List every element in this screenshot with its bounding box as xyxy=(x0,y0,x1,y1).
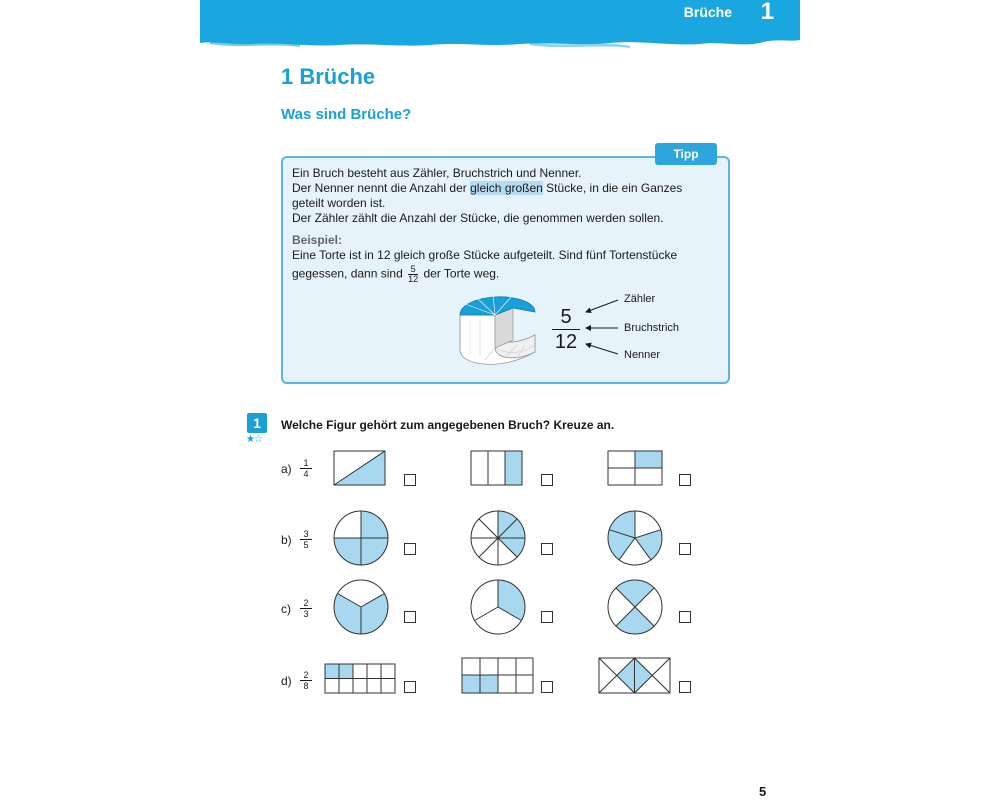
row-a-fraction xyxy=(300,458,312,479)
checkbox-b3[interactable] xyxy=(679,543,691,555)
row-d-num: 2 xyxy=(303,670,309,680)
tip-line-2-post: Stücke, in die ein Ganzes xyxy=(542,181,683,195)
checkbox-c2[interactable] xyxy=(541,611,553,623)
row-c-num: 2 xyxy=(303,598,309,608)
example-line-2-pre: gegessen, dann sind xyxy=(292,266,407,281)
inline-fraction-num: 5 xyxy=(410,264,416,274)
checkbox-d3[interactable] xyxy=(679,681,691,693)
label-nenner: Nenner xyxy=(624,349,661,361)
row-c-den: 3 xyxy=(303,609,309,619)
checkbox-d2[interactable] xyxy=(541,681,553,693)
exercise-prompt: Welche Figur gehört zum angegebenen Bruch? Kreuze an. xyxy=(281,418,615,432)
row-d-fraction xyxy=(300,670,312,691)
row-b-num: 3 xyxy=(303,529,309,539)
example-line-1: Eine Torte ist in 12 gleich große Stücke aufgeteilt. Sind fünf Tortenstücke xyxy=(292,248,678,262)
figure-a2 xyxy=(470,450,524,486)
difficulty-stars: ★☆ xyxy=(246,434,262,445)
checkbox-d1[interactable] xyxy=(404,681,416,693)
checkbox-a1[interactable] xyxy=(404,474,416,486)
page-number: 5 xyxy=(759,784,767,799)
figure-b1 xyxy=(333,510,389,566)
figure-b2 xyxy=(470,510,526,566)
tip-line-1: Ein Bruch besteht aus Zähler, Bruchstrich und Nenner. xyxy=(292,166,582,180)
chapter-title: 1 Brüche xyxy=(281,64,376,89)
row-b-den: 5 xyxy=(303,540,309,550)
header-banner xyxy=(200,0,800,52)
row-c-fraction xyxy=(300,598,312,619)
diagram-fraction xyxy=(552,306,580,353)
tip-line-2-pre: Der Nenner nennt die Anzahl der xyxy=(292,181,471,195)
tip-line-2 xyxy=(292,181,682,196)
tip-line-3: geteilt worden ist. xyxy=(292,196,386,210)
inline-fraction xyxy=(408,265,418,284)
section-title: Was sind Brüche? xyxy=(281,106,412,123)
exercise-number-badge: 1 xyxy=(247,413,267,433)
checkbox-c3[interactable] xyxy=(679,611,691,623)
example-line-2-post: der Torte weg. xyxy=(420,266,500,281)
row-a-num: 1 xyxy=(303,458,309,468)
diagram-numerator: 5 xyxy=(560,306,572,328)
checkbox-a3[interactable] xyxy=(679,474,691,486)
header-chapter-number: 1 xyxy=(760,0,774,25)
highlighted-text: gleich großen xyxy=(470,181,543,195)
checkbox-b2[interactable] xyxy=(541,543,553,555)
label-zaehler: Zähler xyxy=(624,293,656,305)
figure-b3 xyxy=(607,510,663,566)
row-d-label: d) xyxy=(281,674,292,688)
row-c-label: c) xyxy=(281,602,291,616)
row-a-label: a) xyxy=(281,462,292,476)
row-b-fraction xyxy=(300,529,312,550)
checkbox-a2[interactable] xyxy=(541,474,553,486)
figure-c1 xyxy=(333,579,389,635)
figure-a1 xyxy=(333,450,387,486)
diagram-denominator: 12 xyxy=(554,331,578,353)
tip-line-4: Der Zähler zählt die Anzahl der Stücke, die genommen werden sollen. xyxy=(292,211,664,225)
diagram-arrows xyxy=(580,292,630,362)
cake-illustration xyxy=(455,290,545,375)
checkbox-c1[interactable] xyxy=(404,611,416,623)
figure-a3 xyxy=(607,450,663,486)
figure-d1 xyxy=(324,663,398,695)
label-bruchstrich: Bruchstrich xyxy=(624,322,680,334)
diagram-fraction-bar xyxy=(552,329,580,330)
figure-d3 xyxy=(598,657,672,695)
inline-fraction-den: 12 xyxy=(408,274,419,284)
example-label: Beispiel: xyxy=(292,233,343,247)
figure-c2 xyxy=(470,579,526,635)
figure-c3 xyxy=(607,579,663,635)
row-d-den: 8 xyxy=(303,681,309,691)
header-title: Brüche xyxy=(683,4,732,20)
tip-badge: Tipp xyxy=(655,143,717,165)
row-a-den: 4 xyxy=(303,469,309,479)
example-line-2 xyxy=(292,265,499,284)
row-b-label: b) xyxy=(281,533,292,547)
figure-d2 xyxy=(461,657,535,695)
checkbox-b1[interactable] xyxy=(404,543,416,555)
